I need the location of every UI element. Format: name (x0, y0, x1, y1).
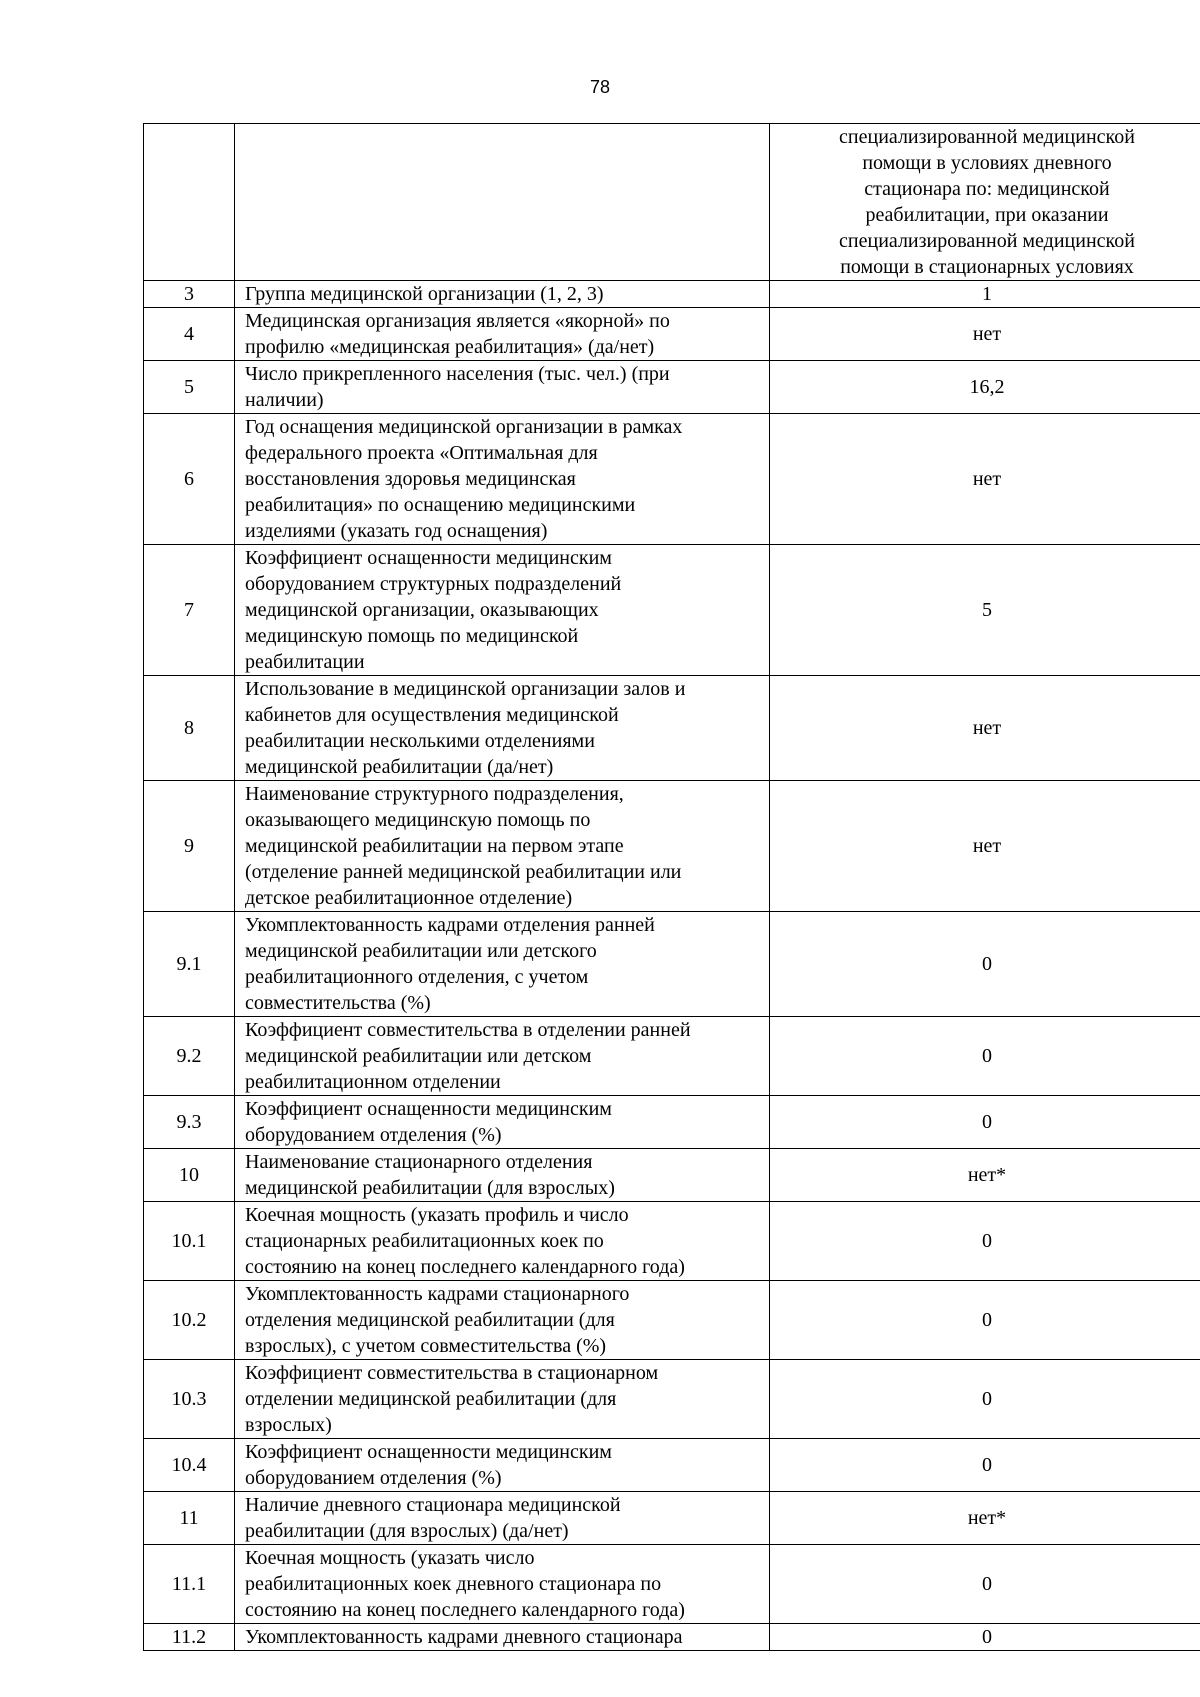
row-value: нет (770, 676, 1200, 781)
table-row (144, 414, 1200, 545)
row-value: 5 (770, 545, 1200, 676)
data-table (143, 123, 1200, 1651)
row-value: нет* (770, 1149, 1200, 1202)
row-indicator: Коэффициент оснащенности медицинским оборудованием отделения (%) (235, 1096, 770, 1149)
table-row (144, 545, 1200, 676)
table-row (144, 308, 1200, 361)
row-value: 0 (770, 1202, 1200, 1281)
row-indicator: Укомплектованность кадрами отделения ранней медицинской реабилитации или детского реабилитационного отделения, с учетом совместительства (%) (235, 912, 770, 1017)
row-value: нет* (770, 1492, 1200, 1545)
row-number: 9 (144, 781, 235, 912)
table-row (144, 1360, 1200, 1439)
table-row (144, 1096, 1200, 1149)
row-value: 0 (770, 1096, 1200, 1149)
row-value: 0 (770, 912, 1200, 1017)
table-row (144, 361, 1200, 414)
row-value: 0 (770, 1624, 1200, 1651)
row-number: 10.3 (144, 1360, 235, 1439)
row-number: 9.1 (144, 912, 235, 1017)
table-row (144, 1624, 1200, 1651)
row-indicator: Наименование стационарного отделения медицинской реабилитации (для взрослых) (235, 1149, 770, 1202)
table-row (144, 781, 1200, 912)
table-row (144, 1202, 1200, 1281)
row-value: нет (770, 414, 1200, 545)
row-number: 5 (144, 361, 235, 414)
table-row (144, 1017, 1200, 1096)
table-row (144, 1149, 1200, 1202)
row-indicator: Коечная мощность (указать профиль и число стационарных реабилитационных коек по состоянию на конец последнего календарного года) (235, 1202, 770, 1281)
row-indicator: Группа медицинской организации (1, 2, 3) (235, 281, 770, 308)
row-indicator: Укомплектованность кадрами стационарного отделения медицинской реабилитации (для взрослых), с учетом совместительства (%) (235, 1281, 770, 1360)
row-indicator: Укомплектованность кадрами дневного стационара (235, 1624, 770, 1651)
row-value: 0 (770, 1439, 1200, 1492)
row-number: 10.4 (144, 1439, 235, 1492)
table-row (144, 281, 1200, 308)
table-row (144, 676, 1200, 781)
row-value: 0 (770, 1017, 1200, 1096)
row-indicator: Число прикрепленного населения (тыс. чел.) (при наличии) (235, 361, 770, 414)
row-number: 11.1 (144, 1545, 235, 1624)
row-number: 8 (144, 676, 235, 781)
table-row (144, 124, 1200, 281)
row-indicator: Использование в медицинской организации залов и кабинетов для осуществления медицинской реабилитации несколькими отделениями медицинской реабилитации (да/нет) (235, 676, 770, 781)
table-row (144, 1439, 1200, 1492)
row-number: 11 (144, 1492, 235, 1545)
row-number: 9.2 (144, 1017, 235, 1096)
page-number: 78 (589, 77, 611, 97)
row-value: 0 (770, 1545, 1200, 1624)
row-number: 10.1 (144, 1202, 235, 1281)
row-number: 7 (144, 545, 235, 676)
row-indicator (235, 124, 770, 281)
table-row (144, 1492, 1200, 1545)
row-number: 11.2 (144, 1624, 235, 1651)
row-number: 4 (144, 308, 235, 361)
table-row (144, 912, 1200, 1017)
row-indicator: Медицинская организация является «якорной» по профилю «медицинская реабилитация» (да/нет) (235, 308, 770, 361)
row-indicator: Коэффициент совместительства в отделении ранней медицинской реабилитации или детском реабилитационном отделении (235, 1017, 770, 1096)
row-number (144, 124, 235, 281)
row-value: нет (770, 308, 1200, 361)
row-number: 6 (144, 414, 235, 545)
row-value: 1 (770, 281, 1200, 308)
row-value: нет (770, 781, 1200, 912)
row-value: 0 (770, 1281, 1200, 1360)
table-row (144, 1545, 1200, 1624)
row-value: 0 (770, 1360, 1200, 1439)
row-number: 9.3 (144, 1096, 235, 1149)
row-indicator: Коэффициент оснащенности медицинским оборудованием отделения (%) (235, 1439, 770, 1492)
row-indicator: Наличие дневного стационара медицинской реабилитации (для взрослых) (да/нет) (235, 1492, 770, 1545)
table-row (144, 1281, 1200, 1360)
row-indicator: Год оснащения медицинской организации в рамках федерального проекта «Оптимальная для восстановления здоровья медицинская реабилитация» по оснащению медицинскими изделиями (указать год оснащения) (235, 414, 770, 545)
row-number: 3 (144, 281, 235, 308)
row-indicator: Коэффициент оснащенности медицинским оборудованием структурных подразделений медицинской организации, оказывающих медицинскую помощь по медицинской реабилитации (235, 545, 770, 676)
row-value: специализированной медицинской помощи в условиях дневного стационара по: медицинской реабилитации, при оказании специализированной медицинской помощи в стационарных условиях (770, 124, 1200, 281)
row-indicator: Коечная мощность (указать число реабилитационных коек дневного стационара по состоянию на конец последнего календарного года) (235, 1545, 770, 1624)
row-indicator: Коэффициент совместительства в стационарном отделении медицинской реабилитации (для взрослых) (235, 1360, 770, 1439)
row-number: 10.2 (144, 1281, 235, 1360)
row-value: 16,2 (770, 361, 1200, 414)
row-number: 10 (144, 1149, 235, 1202)
row-indicator: Наименование структурного подразделения, оказывающего медицинскую помощь по медицинской реабилитации на первом этапе (отделение ранней медицинской реабилитации или детское реабилитационное отделение) (235, 781, 770, 912)
